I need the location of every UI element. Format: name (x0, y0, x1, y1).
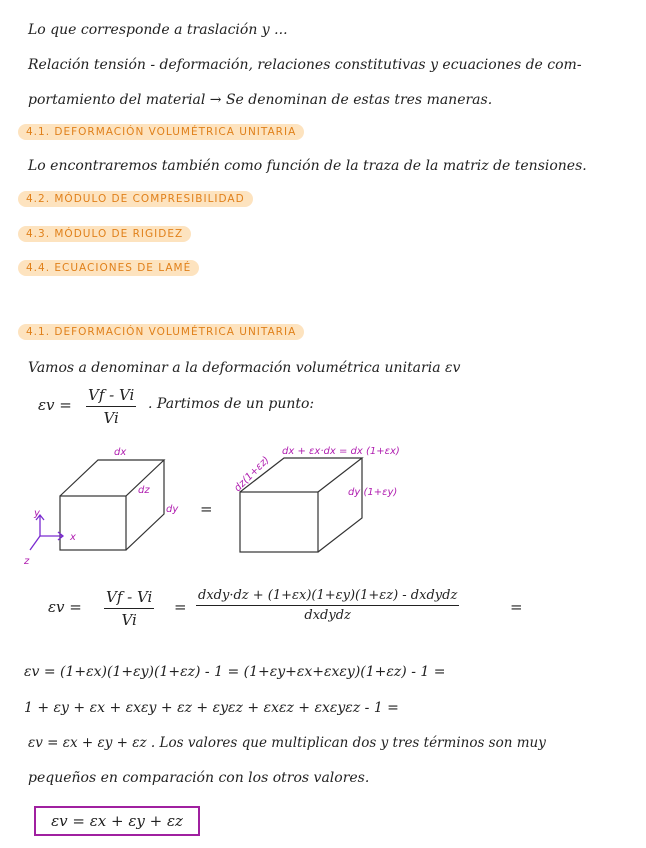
eq2-equals-1: = (174, 598, 187, 616)
eq3-line-4: pequeños en comparación con los otros valores. (28, 770, 370, 786)
eq2-num-2: dxdy·dz + (1+εx)(1+εy)(1+εz) - dxdydz (196, 588, 459, 606)
intro-line-2: Relación tensión - deformación, relaciones constitutivas y ecuaciones de com- (28, 57, 582, 73)
result-box: εv = εx + εy + εz (34, 806, 200, 836)
intro-line-1: Lo que corresponde a traslación y ... (28, 22, 288, 38)
heading-4-3: 4.3. MÓDULO DE RIGIDEZ (18, 226, 191, 242)
eq2-num: Vf - Vi (104, 588, 154, 609)
partimos-text: . Partimos de un punto: (148, 396, 315, 412)
label-top: dx + εx·dx = dx (1+εx) (282, 446, 400, 457)
eq2-den-2: dxdydz (304, 608, 351, 623)
axes (30, 515, 63, 550)
toc-text: Lo encontraremos también como función de la traza de la matriz de tensiones. (28, 158, 587, 174)
label-right: dy (1+εy) (348, 487, 398, 498)
label-dx: dx (114, 447, 127, 458)
eq2-den: Vi (121, 611, 137, 629)
eq3-line-3: εv = εx + εy + εz . Los valores que multiplican dos y tres términos son muy (28, 735, 546, 751)
cube-figure (0, 440, 646, 600)
axis-y-label: y (34, 508, 40, 519)
intro-line-3: portamiento del material → Se denominan de estas tres maneras. (28, 92, 493, 108)
cubes-equals: = (200, 500, 213, 518)
ev-fraction (86, 386, 136, 427)
section-line-1: Vamos a denominar a la deformación volumétrica unitaria εv (28, 360, 461, 376)
section-title: 4.1. DEFORMACIÓN VOLUMÉTRICA UNITARIA (18, 324, 304, 340)
ev-lhs: εv = (38, 396, 72, 414)
eq2-equals-2: = (510, 598, 523, 616)
label-left: dz(1+εz) (232, 454, 272, 495)
ev-numerator: Vf - Vi (86, 386, 136, 407)
eq3-line-1: εv = (1+εx)(1+εy)(1+εz) - 1 = (1+εy+εx+εxεy)(1+εz) - 1 = (24, 664, 446, 680)
heading-4-4: 4.4. ECUACIONES DE LAMÉ (18, 260, 199, 276)
axis-z-label: z (24, 556, 30, 567)
label-dy: dy (166, 504, 179, 515)
ev-denominator: Vi (103, 409, 119, 427)
axis-x-label: x (70, 532, 76, 543)
label-dz: dz (138, 485, 150, 496)
eq2-fraction-1 (104, 588, 154, 629)
eq2-fraction-2 (196, 588, 459, 623)
eq3-line-2: 1 + εy + εx + εxεy + εz + εyεz + εxεz + εxεyεz - 1 = (24, 700, 399, 716)
heading-4-2: 4.2. MÓDULO DE COMPRESIBILIDAD (18, 191, 253, 207)
eq2-lhs: εv = (48, 598, 82, 616)
heading-4-1: 4.1. DEFORMACIÓN VOLUMÉTRICA UNITARIA (18, 124, 304, 140)
